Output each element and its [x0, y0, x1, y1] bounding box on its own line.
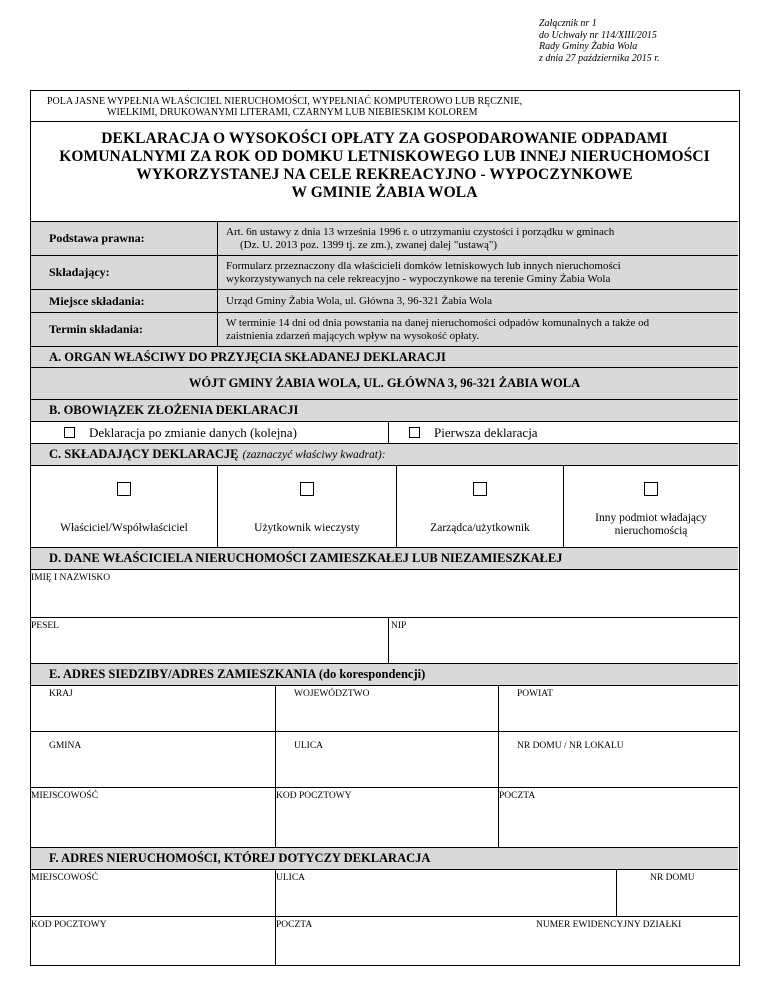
field-property-postcode[interactable] — [31, 917, 275, 965]
annex-header — [539, 18, 660, 64]
field-street-label: ULICA — [294, 741, 324, 751]
section-e-title: E. ADRES SIEDZIBY/ADRES ZAMIESZKANIA (do korespondencji) — [31, 663, 738, 685]
submitter-label: Składający: — [49, 265, 110, 279]
submitter-line: Formularz przeznaczony dla właścicieli domków letniskowych lub innych nieruchomości — [226, 259, 621, 272]
checkbox-owner[interactable] — [117, 482, 131, 496]
field-commune[interactable] — [31, 732, 275, 787]
title-line: W GMINIE ŻABIA WOLA — [291, 184, 478, 201]
legal-basis-value — [218, 222, 738, 255]
field-property-postcode-label: KOD POCZTOWY — [31, 920, 107, 930]
row-pesel-nip — [31, 617, 738, 663]
row-place — [31, 289, 738, 312]
field-country[interactable] — [31, 686, 275, 731]
place-value — [218, 290, 738, 312]
field-county-label: POWIAT — [517, 689, 553, 699]
deadline-label: Termin składania: — [49, 322, 143, 336]
title-line: KOMUNALNYMI ZA ROK OD DOMKU LETNISKOWEGO LUB INNEJ NIERUCHOMOŚCI — [59, 148, 710, 165]
field-property-city[interactable] — [31, 870, 275, 916]
field-post-label: POCZTA — [499, 791, 536, 801]
option-other-entity[interactable] — [564, 466, 738, 547]
form-title — [31, 121, 738, 211]
field-name[interactable] — [31, 569, 738, 617]
checkbox-perpetual-user[interactable] — [300, 482, 314, 496]
row-commune — [31, 731, 738, 787]
deadline-line: zaistnienia zdarzeń mających wpływ na wysokość opłaty. — [226, 329, 480, 342]
title-line: WYKORZYSTANEJ NA CELE REKREACYJNO - WYPOCZYNKOWE — [136, 166, 633, 183]
legal-basis-label: Podstawa prawna: — [49, 231, 145, 245]
field-house-label: NR DOMU / NR LOKALU — [517, 741, 624, 751]
row-country — [31, 685, 738, 731]
annex-line: Rady Gminy Żabia Wola — [539, 41, 638, 52]
option-first-label: Pierwsza deklaracja — [434, 424, 538, 440]
title-line: DEKLARACJA O WYSOKOŚCI OPŁATY ZA GOSPODAROWANIE ODPADAMI — [101, 130, 668, 147]
legal-basis-line: Art. 6n ustawy z dnia 13 września 1996 r. o utrzymaniu czystości i porządku w gminach — [226, 225, 615, 238]
option-owner[interactable] — [31, 466, 217, 547]
place-line: Urząd Gminy Żabia Wola, ul. Główna 3, 96-321 Żabia Wola — [226, 294, 493, 307]
row-city — [31, 787, 738, 847]
row-submitter — [31, 255, 738, 289]
option-change-declaration[interactable] — [64, 422, 384, 443]
fill-notice — [31, 91, 738, 121]
option-manager[interactable] — [397, 466, 563, 547]
field-property-street[interactable] — [276, 870, 616, 916]
option-perpetual-user[interactable] — [218, 466, 396, 547]
option-change-label: Deklaracja po zmianie danych (kolejna) — [89, 424, 297, 440]
notice-line: POLA JASNE WYPEŁNIA WŁAŚCICIEL NIERUCHOMOŚCI, WYPEŁNIAĆ KOMPUTEROWO LUB RĘCZNIE, — [47, 96, 523, 107]
field-house-number[interactable] — [499, 732, 738, 787]
submitter-value — [218, 256, 738, 289]
legal-basis-line: (Dz. U. 2013 poz. 1399 tj. ze zm.), zwanej dalej "ustawą") — [240, 238, 498, 251]
field-property-house-label: NR DOMU — [650, 873, 695, 883]
section-d-title: D. DANE WŁAŚCICIELA NIERUCHOMOŚCI ZAMIESZKAŁEJ LUB NIEZAMIESZKAŁEJ — [31, 547, 738, 569]
row-legal-basis — [31, 221, 738, 255]
option-perpetual-label: Użytkownik wieczysty — [254, 522, 360, 534]
field-property-post-label: POCZTA — [276, 920, 313, 930]
notice-line: WIELKIMI, DRUKOWANYMI LITERAMI, CZARNYM LUB NIEBIESKIM KOLOREM — [107, 107, 478, 118]
section-f-title: F. ADRES NIERUCHOMOŚCI, KTÓREJ DOTYCZY DEKLARACJA — [31, 847, 738, 869]
field-commune-label: GMINA — [49, 741, 82, 751]
field-pesel-label: PESEL — [31, 621, 59, 631]
section-a-value: WÓJT GMINY ŻABIA WOLA, UL. GŁÓWNA 3, 96-321 ŻABIA WOLA — [31, 367, 738, 399]
field-property-post[interactable] — [276, 917, 536, 965]
option-owner-label: Właściciel/Współwłaściciel — [60, 522, 188, 534]
field-county[interactable] — [499, 686, 738, 731]
field-parcel-number[interactable] — [536, 917, 738, 965]
option-other-line: Inny podmiot władający — [595, 512, 707, 524]
field-pesel[interactable] — [31, 618, 388, 663]
annex-line: z dnia 27 października 2015 r. — [539, 52, 660, 64]
checkbox-other-entity[interactable] — [644, 482, 658, 496]
section-c-title-text: C. SKŁADAJĄCY DEKLARACJĘ — [49, 447, 239, 461]
field-voivodeship-label: WOJEWÓDZTWO — [294, 689, 370, 699]
field-parcel-label: NUMER EWIDENCYJNY DZIAŁKI — [536, 920, 682, 930]
deadline-line: W terminie 14 dni od dnia powstania na danej nieruchomości odpadów komunalnych a także od — [226, 316, 650, 329]
field-city[interactable] — [31, 788, 275, 847]
field-property-street-label: ULICA — [276, 873, 306, 883]
section-b-options — [31, 421, 738, 443]
field-post[interactable] — [499, 788, 738, 847]
row-deadline — [31, 312, 738, 346]
field-nip[interactable] — [389, 618, 738, 663]
checkbox-manager[interactable] — [473, 482, 487, 496]
field-name-label: IMIĘ I NAZWISKO — [31, 573, 111, 583]
place-label: Miejsce składania: — [49, 293, 145, 308]
deadline-value — [218, 313, 738, 346]
annex-line: do Uchwały nr 114/XIII/2015 — [539, 29, 657, 41]
declaration-form — [30, 90, 740, 966]
option-other-line: nieruchomością — [614, 525, 688, 537]
field-nip-label: NIP — [391, 621, 407, 631]
field-property-city-label: MIEJSCOWOŚĆ — [31, 873, 99, 883]
option-first-declaration[interactable] — [409, 422, 729, 443]
section-c-hint: (zaznaczyć właściwy kwadrat): — [242, 448, 386, 461]
checkbox-first-declaration[interactable] — [409, 427, 420, 438]
annex-line: Załącznik nr 1 — [539, 18, 597, 29]
checkbox-change-declaration[interactable] — [64, 427, 75, 438]
row-property-postcode — [31, 916, 738, 965]
submitter-line: wykorzystywanych na cele rekreacyjno - wypoczynkowe na terenie Gminy Żabia Wola — [226, 272, 611, 285]
field-country-label: KRAJ — [49, 689, 73, 699]
section-c-options — [31, 465, 738, 547]
field-street[interactable] — [276, 732, 498, 787]
row-property-city — [31, 869, 738, 916]
field-postcode[interactable] — [276, 788, 498, 847]
option-manager-label: Zarządca/użytkownik — [430, 522, 530, 534]
section-b-title: B. OBOWIĄZEK ZŁOŻENIA DEKLARACJI — [31, 399, 738, 421]
field-city-label: MIEJSCOWOŚĆ — [31, 791, 99, 801]
field-voivodeship[interactable] — [276, 686, 498, 731]
section-a-title: A. ORGAN WŁAŚCIWY DO PRZYJĘCIA SKŁADANEJ DEKLARACJI — [31, 346, 738, 367]
option-other-label — [595, 512, 707, 538]
field-property-house[interactable] — [617, 870, 738, 916]
field-postcode-label: KOD POCZTOWY — [276, 791, 352, 801]
section-c-title — [31, 443, 738, 465]
